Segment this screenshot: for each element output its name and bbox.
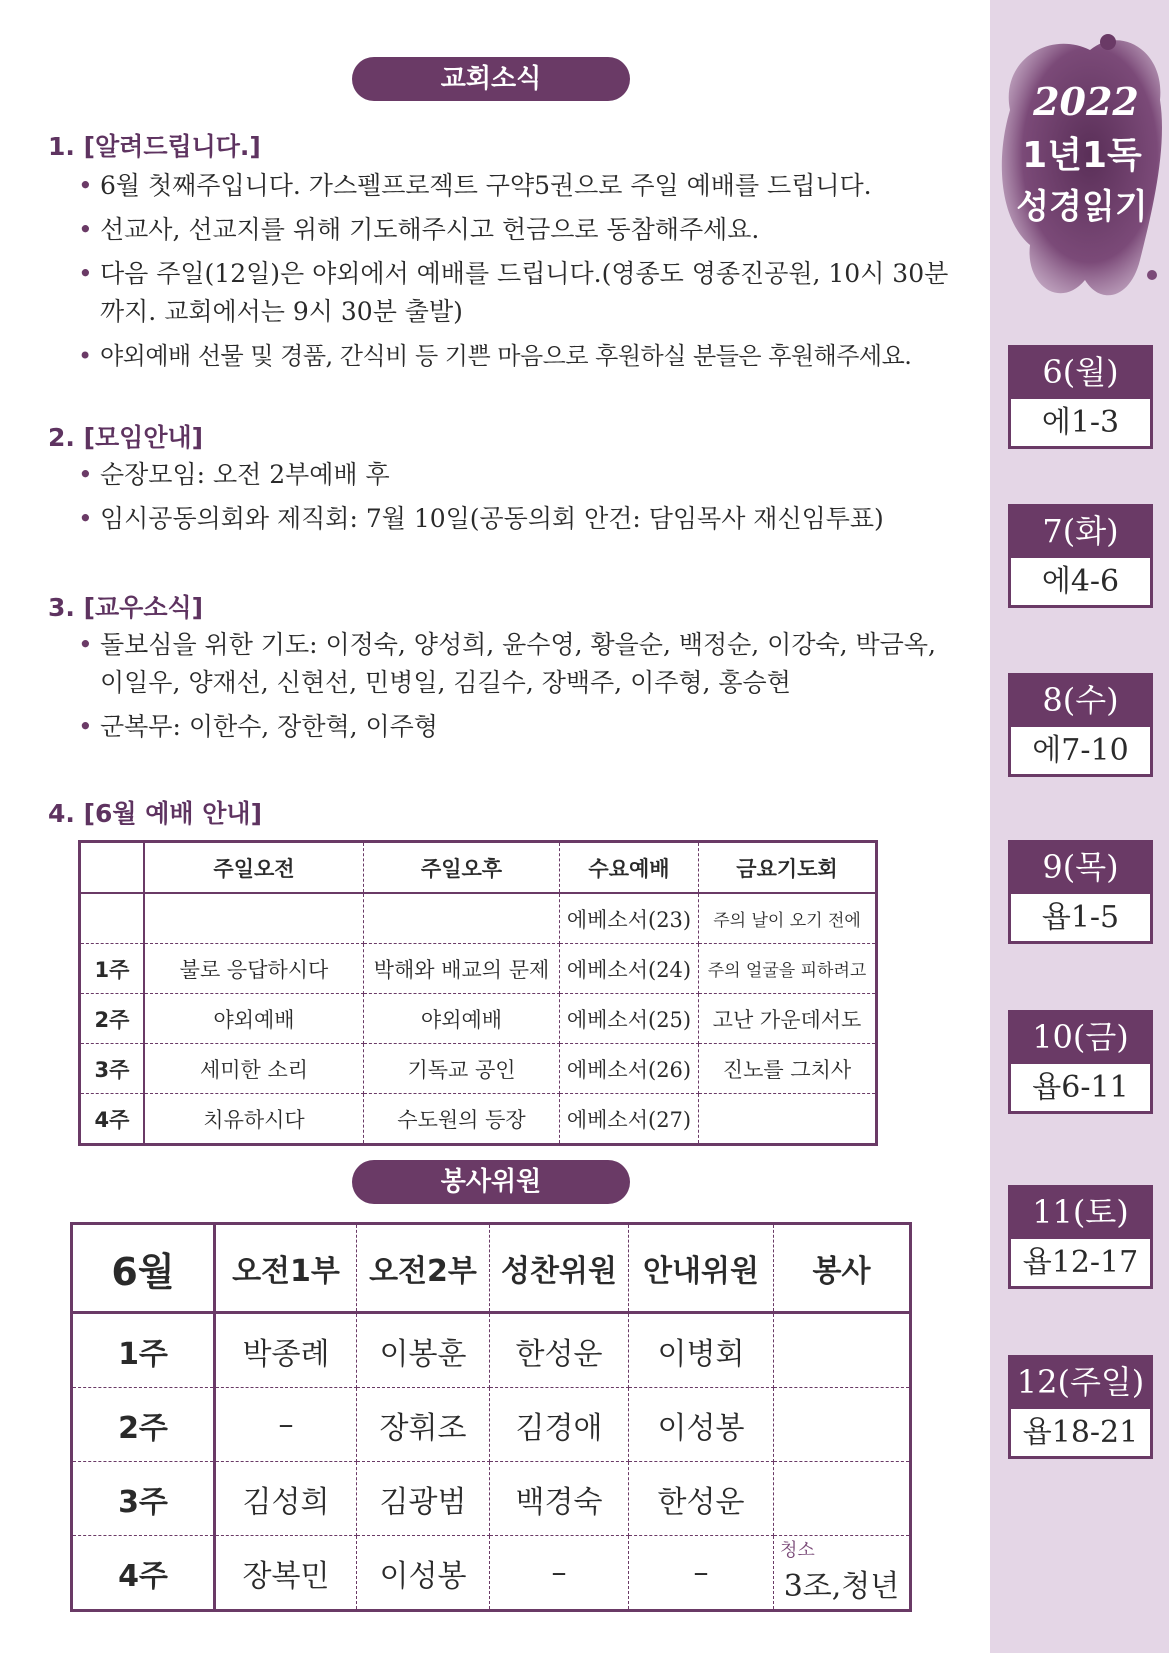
service-roster-table [70,1222,912,1612]
section-heading-notices: 1. [알려드립니다.] [48,132,261,161]
cleaning-team: 3조,청년 [783,1568,900,1604]
table-header-cell: 주일오후 [364,842,560,894]
reading-passage: 에1-3 [1008,396,1153,449]
table-cell: 진노를 그치사 [699,1044,877,1094]
table-row [80,893,877,944]
day-label: 10(금) [1008,1010,1153,1061]
news-title-pill: 교회소식 [352,57,630,101]
table-cell: 불로 응답하시다 [144,944,364,994]
section-heading-meetings: 2. [모임안내] [48,423,204,452]
worship-schedule-table [78,840,878,1146]
table-cell: 4주 [80,1094,145,1145]
table-cell: 야외예배 [144,994,364,1044]
list-item: • 선교사, 선교지를 위해 기도해주시고 헌금으로 동참해주세요. [78,211,968,249]
table-cell [774,1313,911,1388]
day-label: 11(토) [1008,1185,1153,1236]
table-cell: 이성봉 [357,1536,490,1611]
table-row [80,994,877,1044]
reading-passage: 욥6-11 [1008,1061,1153,1114]
table-cell: – [490,1536,629,1611]
table-cell: – [629,1536,774,1611]
table-cell: 에베소서(26) [560,1044,699,1094]
table-cell: 야외예배 [364,994,560,1044]
table-cell: 에베소서(23) [560,893,699,944]
table-cell: 김광범 [357,1462,490,1536]
reading-day-tue [1008,504,1153,608]
table-cell: 이병회 [629,1313,774,1388]
logo-year: 2022 [1033,79,1139,124]
table-cell [364,893,560,944]
table-row [80,944,877,994]
table-row [72,1536,911,1611]
table-row [72,1388,911,1462]
day-label: 12(주일) [1008,1355,1153,1406]
reading-day-thu [1008,840,1153,944]
reading-passage: 욥18-21 [1008,1406,1153,1459]
reading-day-mon [1008,345,1153,449]
table-cell: 장휘조 [357,1388,490,1462]
table-cell: 기독교 공인 [364,1044,560,1094]
table-cell: 2주 [80,994,145,1044]
table-cell: 3주 [72,1462,215,1536]
table-header-cell: 6월 [72,1224,215,1313]
table-header-cell: 주일오전 [144,842,364,894]
bullet-icon: • [78,215,93,244]
table-cell: 1주 [80,944,145,994]
table-header-cell: 수요예배 [560,842,699,894]
bullet-icon: • [78,712,93,741]
table-cell [774,1388,911,1462]
bible-reading-logo [990,20,1169,320]
list-item: • 임시공동의회와 제직회: 7월 10일(공동의회 안건: 담임목사 재신임투표) [78,500,968,538]
list-item: • 6월 첫째주입니다. 가스펠프로젝트 구약5권으로 주일 예배를 드립니다. [78,167,968,205]
logo-line1: 1년1독 [1022,135,1142,176]
list-item: • 군복무: 이한수, 장한혁, 이주형 [78,708,968,746]
day-label: 9(목) [1008,840,1153,891]
table-cell: 4주 [72,1536,215,1611]
table-cell: 세미한 소리 [144,1044,364,1094]
table-row [80,1094,877,1145]
bullet-icon: • [78,504,93,533]
list-item: • 야외예배 선물 및 경품, 간식비 등 기쁜 마음으로 후원하실 분들은 후원해주세요. [78,337,968,375]
table-cell: 2주 [72,1388,215,1462]
section-heading-worship: 4. [6월 예배 안내] [48,799,262,828]
notices-list [78,167,968,375]
table-cell [144,893,364,944]
table-header-cell: 오전2부 [357,1224,490,1313]
table-cell: 백경숙 [490,1462,629,1536]
table-cell: 김경애 [490,1388,629,1462]
table-cell: – [215,1388,357,1462]
table-row [72,1313,911,1388]
table-cell: 한성운 [629,1462,774,1536]
table-cell: 주의 날이 오기 전에 [699,893,877,944]
section-heading-members: 3. [교우소식] [48,593,204,622]
list-item: • 순장모임: 오전 2부예배 후 [78,456,968,494]
table-cell: 치유하시다 [144,1094,364,1145]
table-header-cell: 안내위원 [629,1224,774,1313]
day-label: 6(월) [1008,345,1153,396]
logo-line2: 성경읽기 [1016,187,1148,227]
table-cell: 한성운 [490,1313,629,1388]
table-header-cell: 금요기도회 [699,842,877,894]
table-header-cell [80,842,145,894]
list-item: • 돌보심을 위한 기도: 이정숙, 양성희, 윤수영, 황을순, 백정순, 이강숙, 박금옥, 이일우, 양재선, 신현선, 민병일, 김길수, 장백주, 이주형, 홍승현 [78,626,968,702]
table-header-row [80,842,877,894]
table-cell [80,893,145,944]
table-header-cell: 오전1부 [215,1224,357,1313]
table-row [80,1044,877,1094]
table-cell [774,1462,911,1536]
table-cell: 주의 얼굴을 피하려고 [699,944,877,994]
table-cell: 1주 [72,1313,215,1388]
table-cell: 에베소서(24) [560,944,699,994]
day-label: 8(수) [1008,673,1153,724]
reading-day-wed [1008,673,1153,777]
bullet-icon: • [78,630,93,659]
table-header-row [72,1224,911,1313]
table-cell: 박해와 배교의 문제 [364,944,560,994]
cleaning-label: 청소 [780,1539,815,1561]
reading-day-sat [1008,1185,1153,1289]
table-cell: 3주 [80,1044,145,1094]
table-cell: 이성봉 [629,1388,774,1462]
table-header-cell: 봉사 [774,1224,911,1313]
day-label: 7(화) [1008,504,1153,555]
bullet-icon: • [78,342,92,370]
table-cell: 박종례 [215,1313,357,1388]
reading-passage: 에4-6 [1008,555,1153,608]
cleaning-cell [774,1536,911,1611]
table-cell: 고난 가운데서도 [699,994,877,1044]
table-cell [699,1094,877,1145]
reading-passage: 욥1-5 [1008,891,1153,944]
list-item: • 다음 주일(12일)은 야외에서 예배를 드립니다.(영종도 영종진공원, 10시 30분까지. 교회에서는 9시 30분 출발) [78,255,968,331]
meetings-list [78,456,968,538]
bullet-icon: • [78,171,93,200]
bible-reading-sidebar [990,0,1169,1653]
reading-day-fri [1008,1010,1153,1114]
table-cell: 에베소서(27) [560,1094,699,1145]
table-cell: 김성희 [215,1462,357,1536]
bullet-icon: • [78,460,93,489]
table-row [72,1462,911,1536]
table-cell: 에베소서(25) [560,994,699,1044]
reading-passage: 에7-10 [1008,724,1153,777]
reading-day-sun [1008,1355,1153,1459]
bullet-icon: • [78,259,93,288]
reading-passage: 욥12-17 [1008,1236,1153,1289]
members-list [78,626,968,746]
table-cell: 이봉훈 [357,1313,490,1388]
table-cell: 장복민 [215,1536,357,1611]
table-cell: 수도원의 등장 [364,1094,560,1145]
service-title-pill: 봉사위원 [352,1160,630,1204]
table-header-cell: 성찬위원 [490,1224,629,1313]
